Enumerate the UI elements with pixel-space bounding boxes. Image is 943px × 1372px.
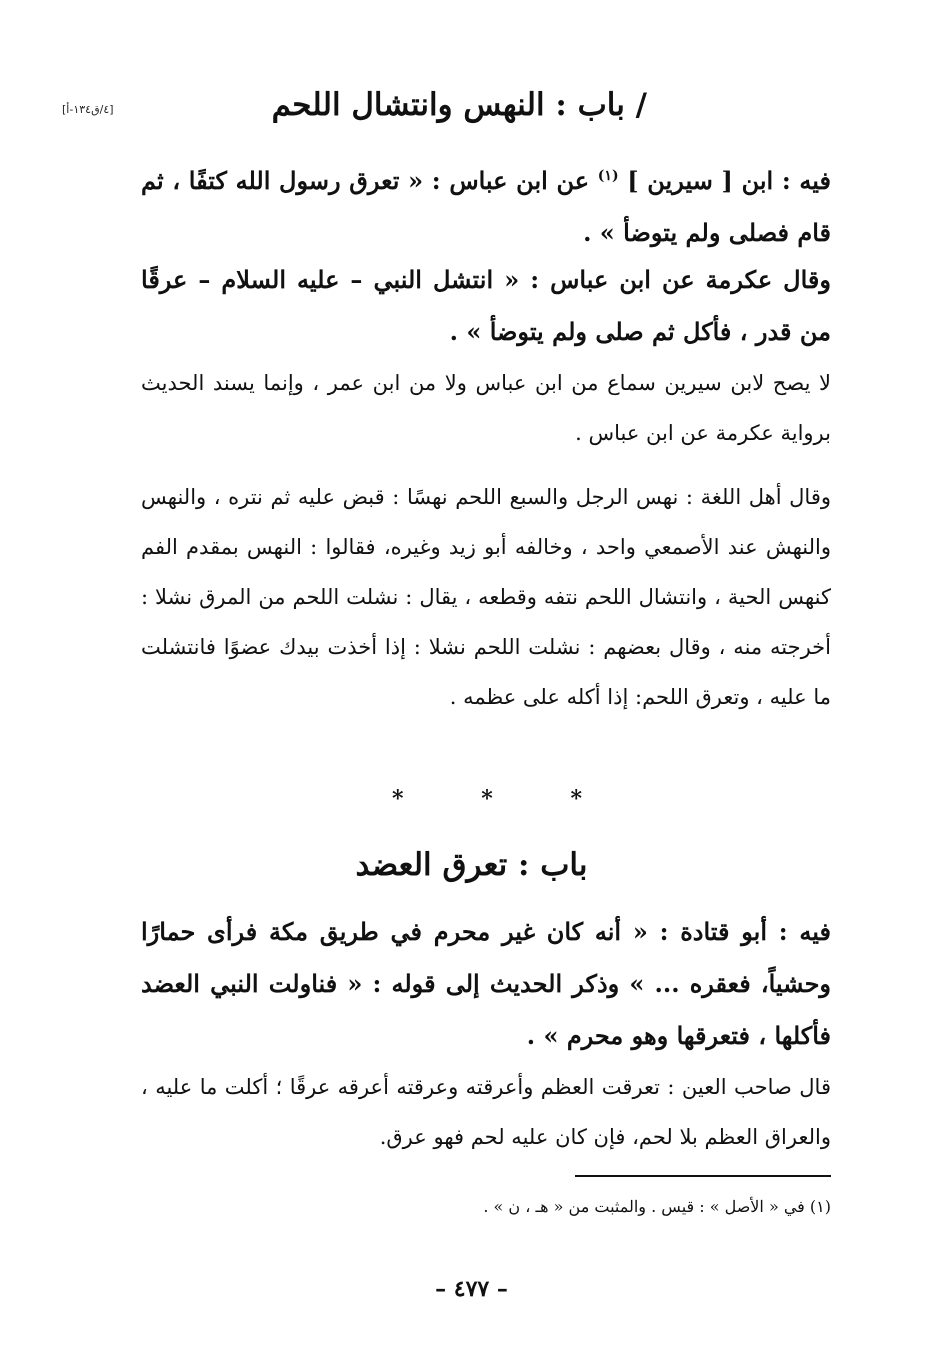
hadith-1-text-b: عن ابن عباس : « تعرق رسول الله كتفًا ، ثم قام فصلى ولم يتوضأ » . <box>141 166 831 247</box>
section-title: باب : تعرق العضد <box>355 847 588 883</box>
separator-star: * <box>481 786 493 812</box>
hadith-paragraph-2: وقال عكرمة عن ابن عباس : « انتشل النبي – عليه السلام – عرقًا من قدر ، فأكل ثم صلى ولم يتوضأ » . <box>141 265 831 346</box>
commentary-paragraph-3: قال صاحب العين : تعرقت العظم وأعرقته وعرقته أعرقه عرقًا ؛ أكلت ما عليه ، والعراق العظم بلا لحم، فإن كان عليه لحم فهو عرق. <box>141 1075 831 1149</box>
commentary-paragraph-1: لا يصح لابن سيرين سماع من ابن عباس ولا من ابن عمر ، وإنما يسند الحديث برواية عكرمة عن ابن عباس . <box>141 371 831 445</box>
hadith-1-text-a: فيه : ابن [ سيرين ] <box>627 166 831 195</box>
chapter-title: / باب : النهس وانتشال اللحم <box>271 87 647 123</box>
commentary-paragraph-2: وقال أهل اللغة : نهس الرجل والسبع اللحم نهسًا : قبض عليه ثم نتره ، والنهس والنهش عند الأصمعي واحد ، وخالفه أبو زيد وغيره، فقالوا : النهس بمقدم الفم كنهس الحية ، وانتشال اللحم نتفه وقطعه ، يقال : نشلت اللحم من المرق نشلا : أخرجته منه ، وقال بعضهم : نشلت اللحم نشلا : إذا أخذت بيدك عضوًا فانتشلت ما عليه ، وتعرق اللحم: إذا أكله على عظمه . <box>141 485 831 709</box>
footnote-marker: (١) <box>597 168 619 184</box>
footnote: (١) في « الأصل » : قيس . والمثبت من « هـ ، ن » . <box>483 1197 831 1216</box>
separator-star: * <box>570 786 582 812</box>
hadith-paragraph-1 <box>141 150 831 259</box>
page-number: – ٤٧٧ – <box>435 1276 508 1302</box>
separator-star: * <box>392 786 404 812</box>
manuscript-reference: [٤/ق١٣٤-أ] <box>62 103 114 116</box>
footnote-divider <box>575 1175 831 1177</box>
section-separator <box>392 786 582 812</box>
hadith-paragraph-3: فيه : أبو قتادة : « أنه كان غير محرم في طريق مكة فرأى حمارًا وحشياً، فعقره ... » وذكر الحديث إلى قوله : « فناولت النبي العضد فأكلها ، فتعرقها وهو محرم » . <box>141 917 831 1050</box>
